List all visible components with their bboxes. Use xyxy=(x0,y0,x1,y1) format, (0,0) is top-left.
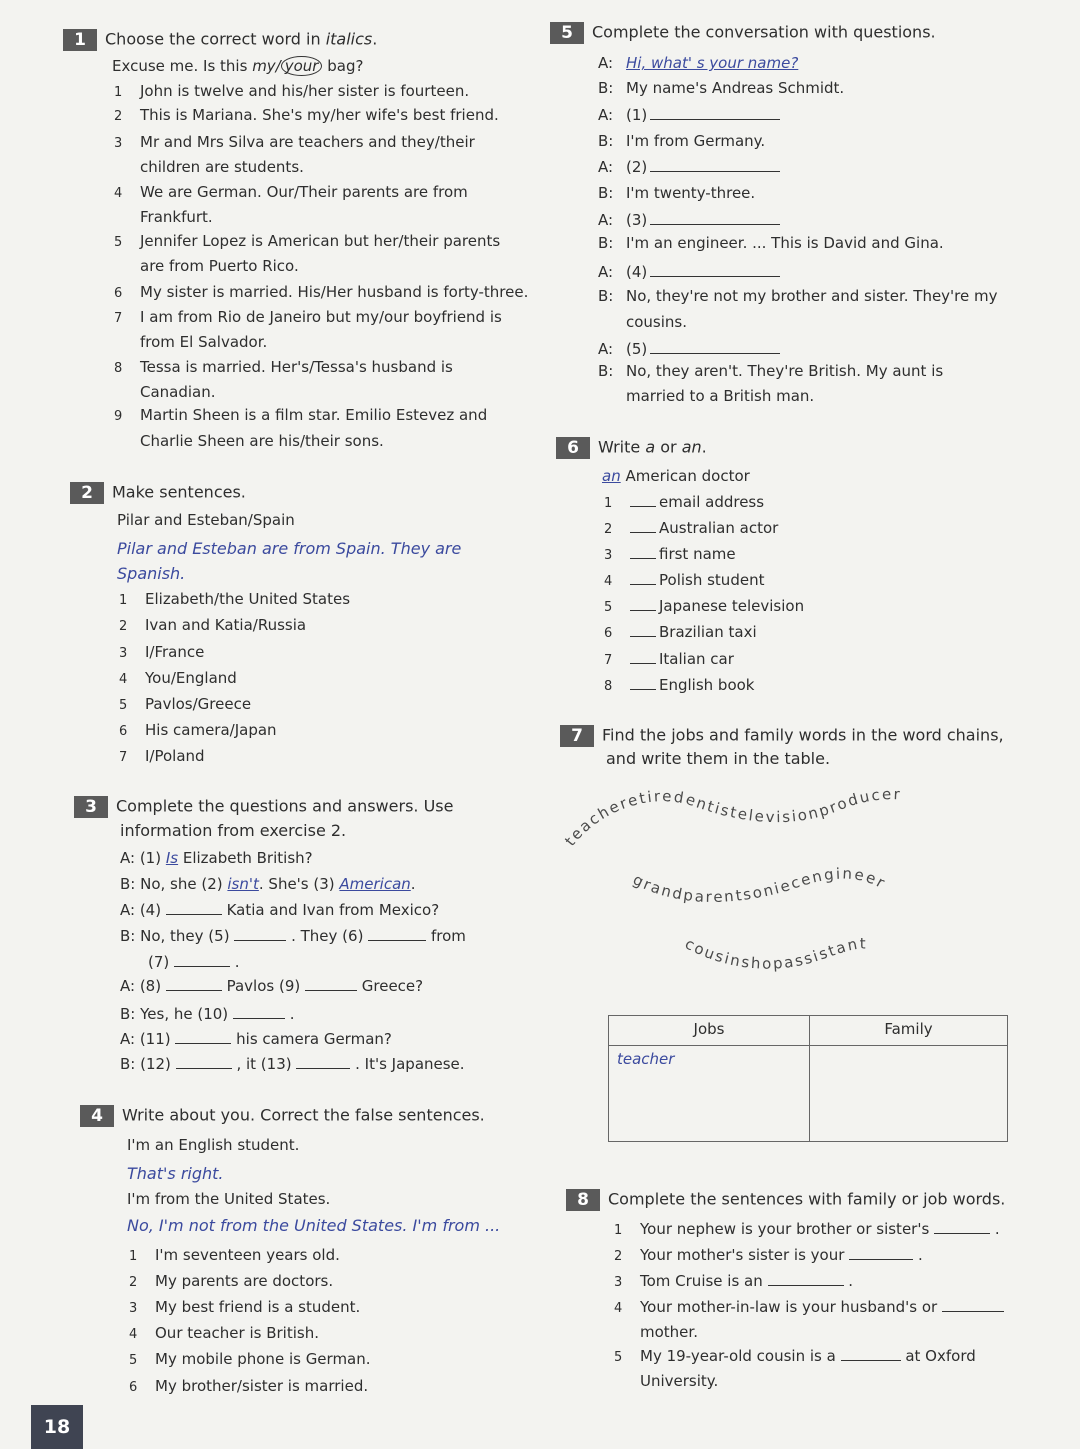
list-item: 1 Elizabeth/the United States xyxy=(119,590,351,608)
ex3-line-1: A: (1) Is Elizabeth British? xyxy=(120,849,313,867)
answer-blank[interactable] xyxy=(630,572,656,585)
list-item: 4 You/England xyxy=(119,669,237,687)
exercise-number: 5 xyxy=(550,22,584,44)
exercise-number: 8 xyxy=(566,1189,600,1211)
conversation-line: B: No, they're not my brother and sister. They're my xyxy=(598,287,998,305)
answer-blank[interactable] xyxy=(841,1348,901,1361)
ex3-line-5: (7) . xyxy=(148,953,240,971)
exercise-3-heading xyxy=(74,796,453,818)
conversation-line: A: (4) xyxy=(598,263,780,281)
ex3-line-9: B: (12) , it (13) . It's Japanese. xyxy=(120,1055,465,1073)
conversation-line: B: No, they aren't. They're British. My aunt is xyxy=(598,362,944,380)
list-item: 3 I/France xyxy=(119,643,205,661)
answer-blank[interactable] xyxy=(175,1031,231,1044)
answer-blank[interactable] xyxy=(630,598,656,611)
conversation-line: A: (5) xyxy=(598,340,780,358)
exercise-title: Make sentences. xyxy=(112,482,246,502)
exercise-number: 4 xyxy=(80,1105,114,1127)
answer-blank[interactable] xyxy=(176,1056,232,1069)
exercise-title: Find the jobs and family words in the word chains, xyxy=(602,725,1004,745)
list-item: 4 We are German. Our/Their parents are from xyxy=(114,183,468,201)
list-item: 6 Brazilian taxi xyxy=(604,623,757,641)
list-item: mother. xyxy=(640,1323,698,1341)
ex3-line-2: B: No, she (2) isn't. She's (3) American. xyxy=(120,875,416,893)
list-item: 7 Italian car xyxy=(604,650,734,668)
answer-blank[interactable] xyxy=(630,651,656,664)
answer-blank[interactable] xyxy=(234,928,286,941)
answer-blank[interactable] xyxy=(650,264,780,277)
answer-blank[interactable] xyxy=(630,520,656,533)
exercise-number: 6 xyxy=(556,437,590,459)
list-item: 8 English book xyxy=(604,676,755,694)
exercise-1-example: Excuse me. Is this my/ your bag? xyxy=(112,57,364,75)
list-item: University. xyxy=(640,1372,719,1390)
list-item: 1 Your nephew is your brother or sister's . xyxy=(614,1220,1000,1238)
list-item: 1 John is twelve and his/her sister is fourteen. xyxy=(114,82,470,100)
ex4-answer-2: No, I'm not from the United States. I'm from ... xyxy=(127,1216,501,1235)
list-item: Frankfurt. xyxy=(140,208,213,226)
answer-blank[interactable] xyxy=(650,341,780,354)
list-item: 2 This is Mariana. She's my/her wife's best friend. xyxy=(114,106,499,124)
list-item: 2 Australian actor xyxy=(604,519,779,537)
answer-blank[interactable] xyxy=(305,978,357,991)
answer-blank[interactable] xyxy=(166,902,222,915)
exercise-number: 3 xyxy=(74,796,108,818)
list-item: 5 Japanese television xyxy=(604,597,805,615)
answer-blank[interactable] xyxy=(650,212,780,225)
list-item: 5 Pavlos/Greece xyxy=(119,695,252,713)
list-item: 6 His camera/Japan xyxy=(119,721,277,739)
ex4-example-2: I'm from the United States. xyxy=(127,1190,331,1208)
jobs-example: teacher xyxy=(617,1050,675,1068)
list-item: 6 My sister is married. His/Her husband is forty-three. xyxy=(114,283,529,301)
word-chain-1: teacheretiredentistelevisionproducer xyxy=(561,785,903,850)
exercise-number: 7 xyxy=(560,725,594,747)
list-item: from El Salvador. xyxy=(140,333,268,351)
exercise-title: Complete the questions and answers. Use xyxy=(116,796,454,816)
answer-blank[interactable] xyxy=(934,1221,990,1234)
exercise-6-example: an American doctor xyxy=(602,467,750,485)
list-item: 3 Tom Cruise is an . xyxy=(614,1272,854,1290)
answer-blank[interactable] xyxy=(296,1056,350,1069)
exercise-number: 1 xyxy=(63,29,97,51)
answer-blank[interactable] xyxy=(630,494,656,507)
list-item: 2 My parents are doctors. xyxy=(129,1272,334,1290)
word-chains xyxy=(560,775,1060,995)
answer-blank[interactable] xyxy=(650,107,780,120)
list-item: 7 I/Poland xyxy=(119,747,205,765)
conversation-line: B: I'm twenty-three. xyxy=(598,184,756,202)
conversation-line: B: I'm from Germany. xyxy=(598,132,766,150)
list-item: Charlie Sheen are his/their sons. xyxy=(140,432,384,450)
list-item: 1 email address xyxy=(604,493,765,511)
exercise-2-heading xyxy=(70,482,246,504)
ex3-line-7: B: Yes, he (10) . xyxy=(120,1005,295,1023)
exercise-title: Complete the sentences with family or job words. xyxy=(608,1189,1006,1209)
exercise-4-heading xyxy=(80,1105,485,1127)
answer-blank[interactable] xyxy=(630,624,656,637)
conversation-line: B: I'm an engineer. ... This is David and Gina. xyxy=(598,234,944,252)
exercise-1-heading: 1 Choose the correct word in italics. xyxy=(63,29,377,51)
list-item: 2 Your mother's sister is your . xyxy=(614,1246,923,1264)
conversation-line: married to a British man. xyxy=(626,387,815,405)
list-item: 2 Ivan and Katia/Russia xyxy=(119,616,307,634)
list-item: 4 Polish student xyxy=(604,571,765,589)
ex3-line-3: A: (4) Katia and Ivan from Mexico? xyxy=(120,901,440,919)
exercise-6-heading: 6 Write a or an. xyxy=(556,437,707,459)
list-item: 3 Mr and Mrs Silva are teachers and they/their xyxy=(114,133,475,151)
list-item: children are students. xyxy=(140,158,304,176)
conversation-line: A: Hi, what' s your name? xyxy=(598,54,799,72)
page-number: 18 xyxy=(31,1405,83,1449)
answer-blank[interactable] xyxy=(942,1299,1004,1312)
list-item: 5 My mobile phone is German. xyxy=(129,1350,371,1368)
ex4-example-1: I'm an English student. xyxy=(127,1136,300,1154)
list-item: 5 Jennifer Lopez is American but her/their parents xyxy=(114,232,501,250)
list-item: 6 My brother/sister is married. xyxy=(129,1377,369,1395)
exercise-number: 2 xyxy=(70,482,104,504)
list-item: 5 My 19-year-old cousin is a at Oxford xyxy=(614,1347,976,1365)
list-item: 4 Your mother-in-law is your husband's or xyxy=(614,1298,1004,1316)
ex3-line-8: A: (11) his camera German? xyxy=(120,1030,392,1048)
list-item: 4 Our teacher is British. xyxy=(129,1324,319,1342)
conversation-line: cousins. xyxy=(626,313,688,331)
exercise-title-cont: and write them in the table. xyxy=(606,749,831,768)
list-item: Canadian. xyxy=(140,383,216,401)
answer-blank[interactable] xyxy=(174,954,230,967)
list-item: 3 first name xyxy=(604,545,736,563)
exercise-title: Complete the conversation with questions. xyxy=(592,22,936,42)
answer-blank[interactable] xyxy=(849,1247,913,1260)
exercise-title-cont: information from exercise 2. xyxy=(120,821,347,840)
list-item: 9 Martin Sheen is a film star. Emilio Estevez and xyxy=(114,406,488,424)
answer-blank[interactable] xyxy=(768,1273,844,1286)
exercise-2-answer: Pilar and Esteban are from Spain. They are xyxy=(117,539,462,558)
jobs-column[interactable] xyxy=(609,1046,810,1142)
jobs-family-table xyxy=(608,1015,1008,1142)
exercise-8-heading xyxy=(566,1189,1005,1211)
conversation-line: B: My name's Andreas Schmidt. xyxy=(598,79,845,97)
exercise-7-heading xyxy=(560,725,1004,747)
word-chain-3: cousinshopassistant xyxy=(682,934,868,973)
ex3-line-4: B: No, they (5) . They (6) from xyxy=(120,927,466,945)
list-item: 1 I'm seventeen years old. xyxy=(129,1246,340,1264)
exercise-5-heading xyxy=(550,22,936,44)
table-header-jobs: Jobs xyxy=(609,1016,810,1046)
ex4-answer-1: That's right. xyxy=(127,1164,224,1183)
table-header-family: Family xyxy=(810,1016,1008,1046)
family-column[interactable] xyxy=(810,1046,1008,1142)
exercise-title: Choose the correct word in xyxy=(105,29,326,49)
word-chain-2: grandparentsoniecengineer xyxy=(630,864,890,907)
answer-blank[interactable] xyxy=(166,978,222,991)
list-item: are from Puerto Rico. xyxy=(140,257,299,275)
ex3-line-6: A: (8) Pavlos (9) Greece? xyxy=(120,977,424,995)
list-item: 3 My best friend is a student. xyxy=(129,1298,361,1316)
conversation-line: A: (2) xyxy=(598,158,780,176)
exercise-title: Write about you. Correct the false sentences. xyxy=(122,1105,485,1125)
answer-blank[interactable] xyxy=(630,677,656,690)
conversation-line: A: (3) xyxy=(598,211,780,229)
conversation-line: A: (1) xyxy=(598,106,780,124)
circled-answer: your xyxy=(281,56,323,76)
answer-blank[interactable] xyxy=(630,546,656,559)
list-item: 7 I am from Rio de Janeiro but my/our boyfriend is xyxy=(114,308,502,326)
answer-blank[interactable] xyxy=(368,928,426,941)
answer-blank[interactable] xyxy=(650,159,780,172)
answer-blank[interactable] xyxy=(233,1006,285,1019)
exercise-2-example: Pilar and Esteban/Spain xyxy=(117,511,295,529)
exercise-2-answer-cont: Spanish. xyxy=(117,564,186,583)
list-item: 8 Tessa is married. Her's/Tessa's husband is xyxy=(114,358,453,376)
